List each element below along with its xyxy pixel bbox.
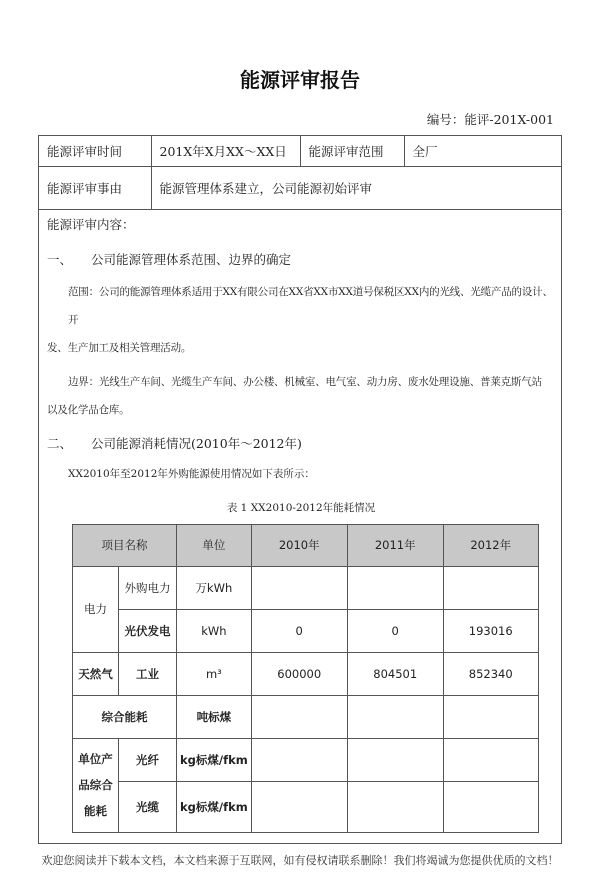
group-natural-gas: 天然气 — [73, 652, 119, 695]
section2-title: 公司能源消耗情况(2010年～2012年) — [91, 435, 302, 451]
section1-heading — [47, 246, 555, 272]
group-unit-product: 单位产品综合能耗 — [73, 738, 119, 832]
reason-value: 能源管理体系建立，公司能源初始评审 — [151, 166, 561, 209]
header-year: 2010年 — [251, 524, 347, 566]
value-cell — [443, 738, 538, 781]
row-unit: kg标煤/fkm — [177, 781, 252, 832]
section1-title: 公司能源管理体系范围、边界的确定 — [91, 251, 292, 267]
row-unit: kWh — [177, 609, 252, 652]
review-content — [39, 210, 561, 843]
reason-label: 能源评审事由 — [39, 166, 151, 209]
report-frame — [38, 135, 562, 844]
section2-intro: XX2010年至2012年外购能源使用情况如下表所示： — [68, 467, 315, 480]
value-cell: 804501 — [347, 652, 443, 695]
value-cell: 193016 — [443, 609, 538, 652]
table-row — [73, 609, 539, 652]
scope-paragraph-line1: 范围：公司的能源管理体系适用于XX有限公司在XX省XX市XX道号保税区XX内的光线、光缆产品的设计、开 — [68, 285, 553, 326]
value-cell: 0 — [251, 609, 347, 652]
value-cell: 852340 — [443, 652, 538, 695]
row-name: 工业 — [119, 652, 177, 695]
header-year: 2012年 — [443, 524, 538, 566]
row-name: 综合能耗 — [73, 695, 177, 738]
value-cell — [251, 695, 347, 738]
table-row — [73, 566, 539, 609]
info-table — [39, 136, 561, 210]
value-cell — [347, 738, 443, 781]
scope-value: 全厂 — [404, 136, 561, 166]
value-cell — [251, 738, 347, 781]
value-cell — [347, 695, 443, 738]
header-unit: 单位 — [177, 524, 252, 566]
section2-heading — [47, 430, 555, 456]
energy-table — [72, 524, 539, 833]
time-value: 201X年X月XX～XX日 — [151, 136, 300, 166]
table-row — [73, 524, 539, 566]
group-electric: 电力 — [73, 566, 119, 652]
row-name: 光缆 — [119, 781, 177, 832]
table-row — [73, 652, 539, 695]
value-cell — [443, 781, 538, 832]
header-item-name: 项目名称 — [73, 524, 177, 566]
value-cell: 0 — [347, 609, 443, 652]
row-name: 光纤 — [119, 738, 177, 781]
scope-paragraph-line2: 发、生产加工及相关管理活动。 — [47, 341, 192, 354]
time-label: 能源评审时间 — [39, 136, 151, 166]
boundary-paragraph-line1: 边界：光线生产车间、光缆生产车间、办公楼、机械室、电气室、动力房、废水处理设施、普莱克斯气站 — [68, 375, 542, 388]
row-unit: m³ — [177, 652, 252, 695]
value-cell — [251, 781, 347, 832]
row-unit: 吨标煤 — [177, 695, 252, 738]
value-cell — [347, 781, 443, 832]
section1-number: 一、 — [47, 251, 73, 267]
page-title: 能源评审报告 — [240, 68, 360, 92]
value-cell — [443, 566, 538, 609]
value-cell — [443, 695, 538, 738]
row-unit: 万kWh — [177, 566, 252, 609]
row-name: 光伏发电 — [119, 609, 177, 652]
boundary-paragraph-line2: 以及化学品仓库。 — [47, 403, 130, 416]
content-label: 能源评审内容： — [47, 216, 135, 232]
table-caption: 表 1 XX2010-2012年能耗情况 — [226, 501, 376, 514]
table-row — [73, 738, 539, 781]
document-number: 编号：能评-201X-001 — [426, 112, 554, 127]
scope-label: 能源评审范围 — [300, 136, 404, 166]
header-year: 2011年 — [347, 524, 443, 566]
row-name: 外购电力 — [119, 566, 177, 609]
table-row — [73, 781, 539, 832]
footer-disclaimer: 欢迎您阅读并下载本文档，本文档来源于互联网，如有侵权请联系删除！我们将竭诚为您提供优质的文档！ — [41, 853, 559, 867]
section2-number: 二、 — [47, 435, 73, 451]
table-row — [73, 695, 539, 738]
row-unit: kg标煤/fkm — [177, 738, 252, 781]
value-cell — [251, 566, 347, 609]
value-cell — [347, 566, 443, 609]
value-cell: 600000 — [251, 652, 347, 695]
